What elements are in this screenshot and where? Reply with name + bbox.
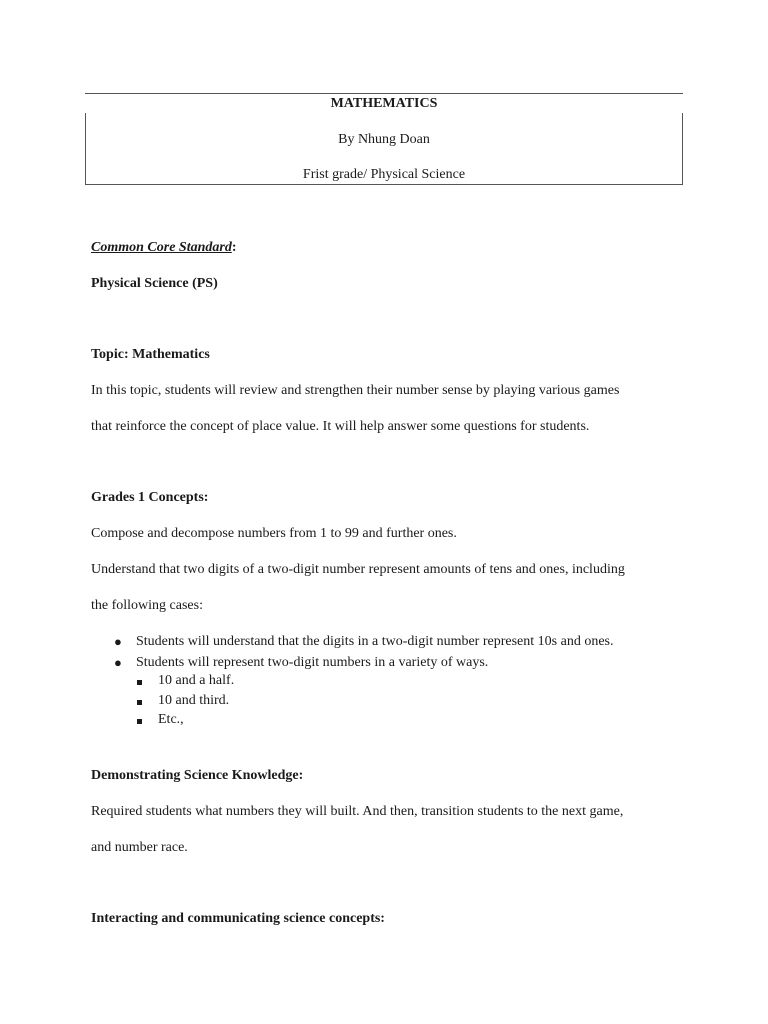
topic-line-1: In this topic, students will review and strengthen their number sense by playing various games (91, 383, 620, 398)
concepts-line-1: Compose and decompose numbers from 1 to 99 and further ones. (91, 526, 457, 541)
concepts-heading: Grades 1 Concepts: (91, 490, 209, 505)
square-bullet-icon (137, 680, 142, 685)
title-box (85, 93, 683, 185)
document-grade: Frist grade/ Physical Science (302, 167, 466, 182)
demonstrating-line-2: and number race. (91, 840, 188, 855)
topic-line-2: that reinforce the concept of place value. It will help answer some questions for students. (91, 419, 590, 434)
interacting-heading: Interacting and communicating science concepts: (91, 911, 385, 926)
sub-list-item: 10 and a half. (158, 673, 235, 688)
demonstrating-line-1: Required students what numbers they will built. And then, transition students to the next game, (91, 804, 624, 819)
bullet-dot-icon: ● (114, 634, 122, 649)
concepts-line-2: Understand that two digits of a two-digit number represent amounts of tens and ones, including (91, 562, 625, 577)
standard-heading: Common Core Standard (91, 240, 232, 255)
list-item: Students will represent two-digit numbers in a variety of ways. (136, 655, 489, 670)
standard-heading-colon: : (231, 240, 237, 255)
sub-list-item: 10 and third. (158, 693, 230, 708)
topic-heading: Topic: Mathematics (91, 347, 210, 362)
standard-subheading: Physical Science (PS) (91, 276, 218, 291)
concepts-line-3: the following cases: (91, 598, 203, 613)
demonstrating-heading: Demonstrating Science Knowledge: (91, 768, 304, 783)
list-item: Students will understand that the digits in a two-digit number represent 10s and ones. (136, 634, 614, 649)
square-bullet-icon (137, 700, 142, 705)
bullet-dot-icon: ● (114, 655, 122, 670)
square-bullet-icon (137, 719, 142, 724)
standard-heading-line (91, 240, 237, 256)
document-author: By Nhung Doan (338, 132, 430, 147)
document-title: MATHEMATICS (330, 96, 438, 111)
sub-list-item: Etc., (158, 712, 184, 727)
